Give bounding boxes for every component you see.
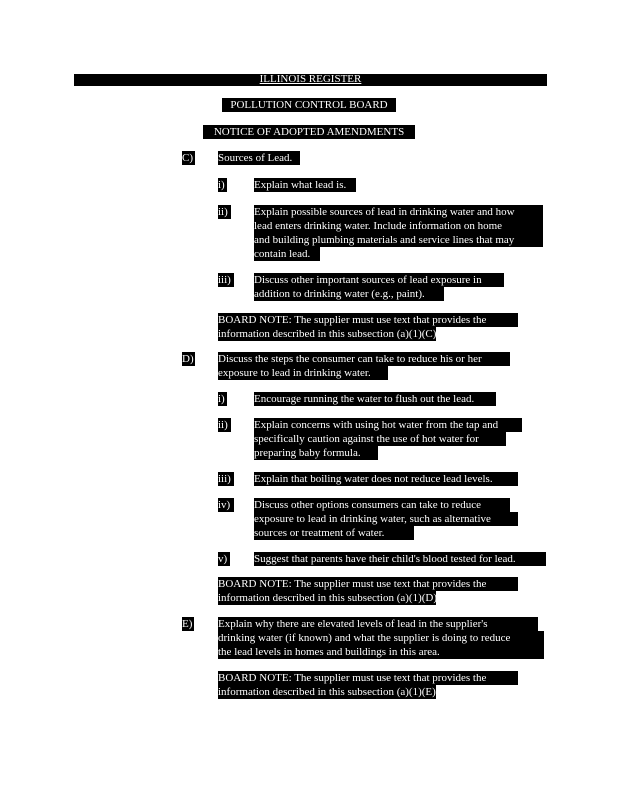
item-c-i-text: Explain what lead is. — [254, 178, 356, 192]
register-title: ILLINOIS REGISTER — [259, 73, 362, 85]
section-d-title-line-1: Discuss the steps the consumer can take to reduce his or her — [218, 352, 510, 366]
item-d-ii-line-1: Explain concerns with using hot water from the tap and — [254, 418, 522, 432]
section-c-label: C) — [182, 152, 193, 164]
item-c-ii-label: ii) — [218, 205, 231, 219]
item-c-i-label: i) — [218, 178, 227, 192]
item-d-i-label: i) — [218, 392, 227, 406]
item-d-ii-line-3: preparing baby formula. — [254, 446, 378, 460]
item-d-iv-label: iv) — [218, 498, 234, 512]
notice-title: NOTICE OF ADOPTED AMENDMENTS — [203, 125, 415, 139]
item-c-iii-line-1: Discuss other important sources of lead exposure in — [254, 273, 504, 287]
item-c-iii-line-2: addition to drinking water (e.g., paint). — [254, 287, 444, 301]
section-c-title: Sources of Lead. — [218, 151, 300, 165]
section-e-title-line-3: the lead levels in homes and buildings in this area. — [218, 645, 544, 659]
item-d-iii-text: Explain that boiling water does not reduce lead levels. — [254, 472, 518, 486]
item-d-iv-line-2: exposure to lead in drinking water, such as alternative — [254, 512, 518, 526]
item-d-i-text: Encourage running the water to flush out the lead. — [254, 392, 496, 406]
board-note-d-line-1: BOARD NOTE: The supplier must use text that provides the — [218, 577, 518, 591]
item-d-iv-line-1: Discuss other options consumers can take to reduce — [254, 498, 510, 512]
register-header-bar — [74, 74, 547, 86]
item-c-iii-label: iii) — [218, 273, 234, 287]
board-note-d-line-2: information described in this subsection (a)(1)(D). — [218, 592, 440, 604]
board-note-e-line-2: information described in this subsection (a)(1)(E). — [218, 686, 439, 698]
board-note-e-line-1: BOARD NOTE: The supplier must use text that provides the — [218, 671, 518, 685]
item-d-ii-label: ii) — [218, 418, 231, 432]
agency-title: POLLUTION CONTROL BOARD — [222, 98, 396, 112]
item-d-iv-line-3: sources or treatment of water. — [254, 526, 414, 540]
section-e-title-line-2: drinking water (if known) and what the supplier is doing to reduce — [218, 631, 544, 645]
board-note-c-line-2: information described in this subsection (a)(1)(C). — [218, 328, 440, 340]
item-d-ii-line-2: specifically caution against the use of hot water for — [254, 432, 506, 446]
item-d-iii-label: iii) — [218, 472, 234, 486]
section-e-title-line-1: Explain why there are elevated levels of lead in the supplier's — [218, 617, 538, 631]
board-note-c-line-1: BOARD NOTE: The supplier must use text that provides the — [218, 313, 518, 327]
section-d-label: D) — [182, 353, 194, 365]
item-d-v-text: Suggest that parents have their child's blood tested for lead. — [254, 552, 546, 566]
item-c-ii-line-3: and building plumbing materials and service lines that may — [254, 233, 543, 247]
item-c-ii-line-2: lead enters drinking water. Include information on home — [254, 219, 543, 233]
item-c-ii-line-1: Explain possible sources of lead in drinking water and how — [254, 205, 543, 219]
item-d-v-label: v) — [218, 552, 230, 566]
section-e-label: E) — [182, 618, 193, 630]
section-d-title-line-2: exposure to lead in drinking water. — [218, 366, 388, 380]
item-c-ii-line-4: contain lead. — [254, 247, 320, 261]
